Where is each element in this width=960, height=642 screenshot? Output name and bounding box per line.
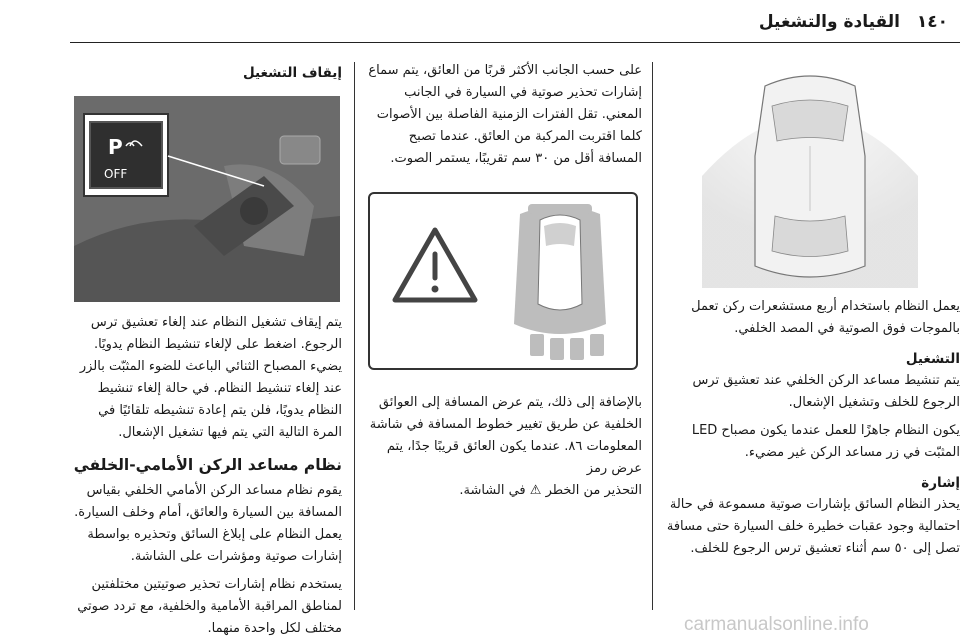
front-rear-paragraph-2: يستخدم نظام إشارات تحذير صوتيتين مختلفتين لمناطق المراقبة الأمامية والخلفية، مع تردد صوتي مختلف لكل واحدة منهما. (77, 577, 342, 636)
warning-triangle-icon (395, 230, 475, 300)
display-paragraph: بالإضافة إلى ذلك، يتم عرض المسافة إلى العوائق الخلفية عن طريق تغيير خطوط المسافة في شاشة المعلومات ٨٦. عندما يكون العائق قريبًا جدًا، يتم عرض رمز (369, 395, 642, 476)
column-divider-right (652, 62, 653, 610)
car-distance-display-icon (514, 204, 606, 360)
front-rear-paragraph-1: يقوم نظام مساعد الركن الأمامي الخلفي بقياس المسافة بين السيارة والعائق، أمام وخلف السيارة. يعمل النظام على إبلاغ السائق وتحذيره بواسطة إشارات صوتية ومؤشرات على الشاشة. (74, 483, 342, 564)
page-number: ١٤٠ (916, 12, 949, 32)
column-middle-top-text (366, 60, 642, 170)
figure-info-display (368, 192, 638, 370)
indication-paragraph: يحذر النظام السائق بإشارات صوتية مسموعة في حالة احتمالية وجود عقبات خطيرة خلف السيارة حتى مسافة تصل إلى ٥٠ سم أثناء تعشيق ترس الرجوع للخلف. (666, 497, 960, 556)
car-top-view-icon (755, 76, 865, 277)
figure-console-button (74, 96, 340, 302)
led-paragraph-end: المثبّت في زر مساعد الركن غير مضيء. (744, 445, 960, 460)
intro-paragraph: يعمل النظام باستخدام أربع مستشعرات ركن تعمل بالموجات فوق الصوتية في المصد الخلفي. (691, 299, 960, 336)
deactivation-heading: إيقاف التشغيل (243, 65, 342, 81)
column-left-heading (70, 62, 342, 84)
activation-heading: التشغيل (905, 351, 960, 367)
watermark-text: carmanualsonline.info (684, 614, 869, 635)
led-paragraph: يكون النظام جاهزًا للعمل عندما يكون مصباح LED (691, 423, 960, 438)
activation-paragraph: يتم تنشيط مساعد الركن الخلفي عند تعشيق ترس الرجوع للخلف وتشغيل الإشعال. (692, 373, 960, 410)
figure-rear-sensor-zones (662, 66, 960, 288)
deactivation-paragraph: يتم إيقاف تشغيل النظام عند إلغاء تعشيق ترس الرجوع. اضغط على لإلغاء تنشيط النظام يدويًا. يضيء المصباح الثنائي الباعث للضوء المثبّت بالزر عند إلغاء تنشيط النظام. في حالة إلغاء تنشيط النظام يدويًا، فلن يتم إعادة تنشيطه تلقائيًا في المرة التالية التي يتم فيها تشغيل الإشعال. (79, 315, 342, 440)
warning-paragraph: على حسب الجانب الأكثر قربًا من العائق، يتم سماع إشارات تحذير صوتية في السيارة في الجانب المعني. تقل الفترات الزمنية الفاصلة بين الأصوات كلما اقتربت المركبة من العائق. عندما تصبح المسافة أقل من ٣٠ سم تقريبًا، يستمر الصوت. (368, 63, 642, 166)
header-rule (70, 42, 960, 43)
column-middle-bottom-text (366, 392, 642, 502)
column-divider-left (354, 62, 355, 610)
page-title: القيادة والتشغيل (758, 12, 900, 32)
column-left-text (70, 312, 342, 640)
column-right-text (662, 296, 960, 560)
button-off-label: OFF (104, 167, 128, 181)
indication-heading: إشارة (921, 475, 960, 491)
front-rear-heading: نظام مساعد الركن الأمامي-الخلفي (73, 456, 342, 474)
svg-text:P: P (108, 135, 123, 159)
display-paragraph-end: التحذير من الخطر ⚠ في الشاشة. (459, 483, 642, 498)
